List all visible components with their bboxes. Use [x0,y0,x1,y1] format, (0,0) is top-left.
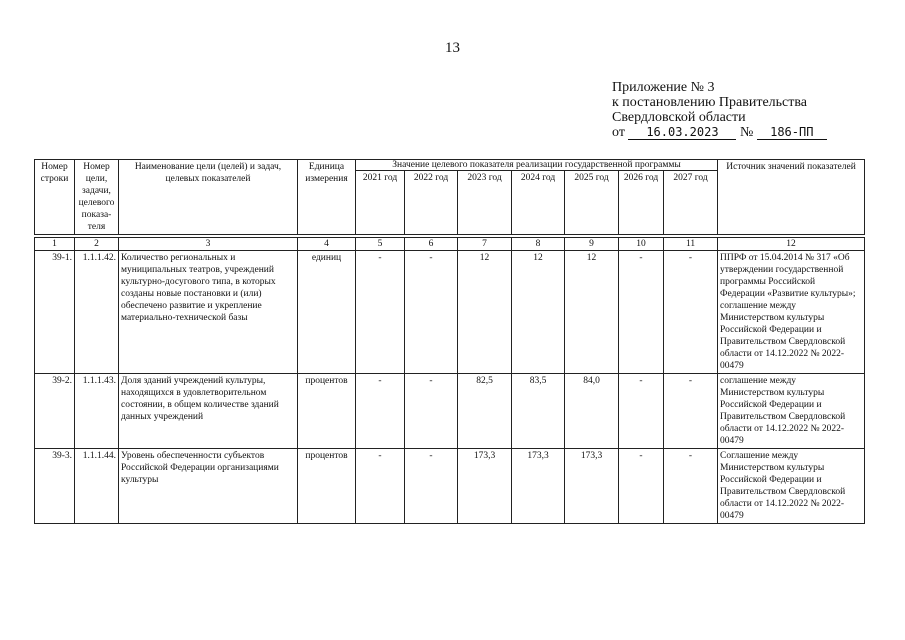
value-2027: - [664,449,718,524]
goal-code: 1.1.1.42. [75,251,119,374]
value-2022: - [405,449,458,524]
unit: процентов [298,374,356,449]
appendix-title: Приложение № 3 [612,80,715,95]
resolution-date: 16.03.2023 [628,126,736,140]
column-number: 9 [565,238,619,251]
header-year: 2025 год [565,171,619,235]
number-prefix: № [739,125,754,140]
value-2023: 82,5 [458,374,512,449]
table-row [35,449,865,524]
value-2024: 83,5 [512,374,565,449]
appendix-date-line [612,125,827,140]
column-number: 1 [35,238,75,251]
page-number: 13 [445,40,460,56]
value-2021: - [356,251,405,374]
value-2023: 12 [458,251,512,374]
value-2027: - [664,374,718,449]
indicators-table [34,159,865,524]
header-goal-number: Номер цели, задачи, целевого показа-теля [75,160,119,235]
value-2021: - [356,449,405,524]
column-number: 2 [75,238,119,251]
value-2024: 173,3 [512,449,565,524]
header-year: 2021 год [356,171,405,235]
goal-code: 1.1.1.44. [75,449,119,524]
column-number: 8 [512,238,565,251]
value-2026: - [619,449,664,524]
value-2022: - [405,251,458,374]
indicator-name: Уровень обеспеченности субъектов Российской Федерации организациями культуры [119,449,298,524]
value-2025: 12 [565,251,619,374]
value-2023: 173,3 [458,449,512,524]
header-indicator-name: Наименование цели (целей) и задач, целевых показателей [119,160,298,235]
indicator-name: Количество региональных и муниципальных театров, учреждений культурно-досугового типа, в которых созданы новые постановки и (или) обеспечено развитие и укрепление материально-технической базы [119,251,298,374]
source: Соглашение между Министерством культуры Российской Федерации и Правительством Свердловской области от 14.12.2022 № 2022-00479 [718,449,865,524]
value-2026: - [619,251,664,374]
appendix-header [612,80,827,140]
header-unit: Единица измерения [298,160,356,235]
appendix-line-resolution: к постановлению Правительства [612,95,808,110]
unit: единиц [298,251,356,374]
indicator-name: Доля зданий учреждений культуры, находящихся в удовлетворительном состоянии, в общем количестве зданий данных учреждений [119,374,298,449]
value-2021: - [356,374,405,449]
date-prefix: от [612,125,625,140]
value-2024: 12 [512,251,565,374]
column-number: 4 [298,238,356,251]
table-row [35,374,865,449]
column-number: 11 [664,238,718,251]
header-year: 2026 год [619,171,664,235]
header-year: 2027 год [664,171,718,235]
header-row-number: Номер строки [35,160,75,235]
row-number: 39-2. [35,374,75,449]
column-number: 5 [356,238,405,251]
value-2025: 84,0 [565,374,619,449]
source: соглашение между Министерством культуры Российской Федерации и Правительством Свердловской области от 14.12.2022 № 2022-00479 [718,374,865,449]
header-year: 2023 год [458,171,512,235]
goal-code: 1.1.1.43. [75,374,119,449]
column-number: 12 [718,238,865,251]
column-number: 6 [405,238,458,251]
column-number: 3 [119,238,298,251]
value-2022: - [405,374,458,449]
value-2027: - [664,251,718,374]
row-number: 39-1. [35,251,75,374]
source: ППРФ от 15.04.2014 № 317 «Об утверждении государственной программы Российской Федерации «Развитие культуры»; соглашение между Министерством культуры Российской Федерации и Правительством Свердловской области от 14.12.2022 № 2022-00479 [718,251,865,374]
column-number: 10 [619,238,664,251]
row-number: 39-3. [35,449,75,524]
header-year: 2022 год [405,171,458,235]
header-source: Источник значений показателей [718,160,865,235]
header-values-group: Значение целевого показателя реализации государственной программы [356,160,718,171]
unit: процентов [298,449,356,524]
appendix-line-region: Свердловской области [612,110,746,125]
column-number: 7 [458,238,512,251]
table-header-row [35,160,865,171]
table-row [35,251,865,374]
value-2026: - [619,374,664,449]
column-number-row [35,238,865,251]
resolution-number: 186-ПП [757,126,827,140]
value-2025: 173,3 [565,449,619,524]
header-year: 2024 год [512,171,565,235]
